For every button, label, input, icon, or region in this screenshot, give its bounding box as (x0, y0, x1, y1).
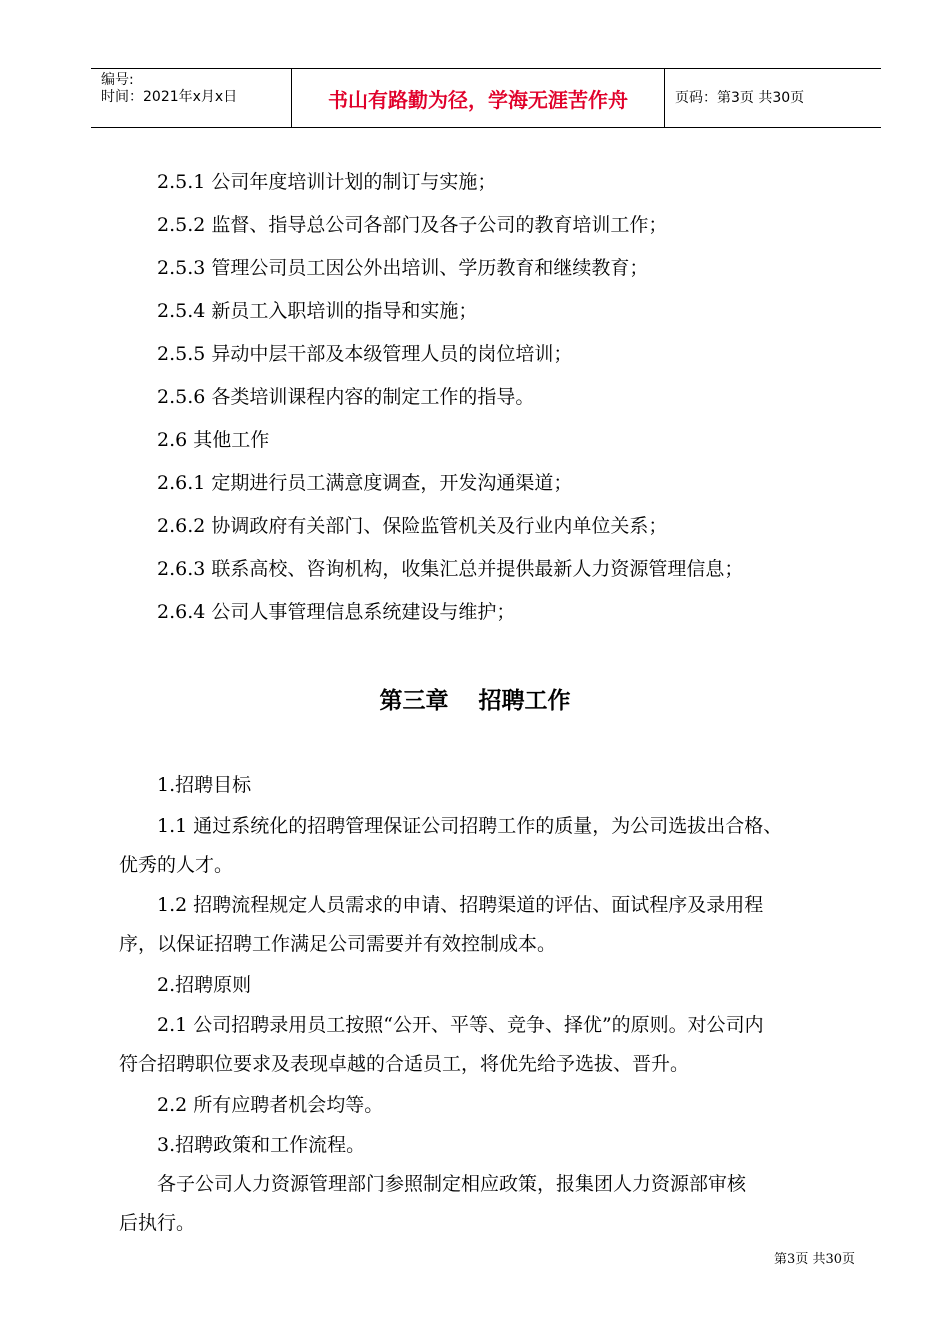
text-line: 2.6.1 定期进行员工满意度调查，开发沟通渠道； (157, 472, 573, 494)
paragraph-line: 2.2 所有应聘者机会均等。 (157, 1094, 384, 1116)
header-info-cell (91, 69, 292, 127)
text-line: 2.5.6 各类培训课程内容的制定工作的指导。 (157, 386, 535, 408)
paragraph-line: 后执行。 (119, 1212, 196, 1234)
page-number-label: 页码：第3页 共30页 (675, 90, 805, 106)
paragraph-line: 各子公司人力资源管理部门参照制定相应政策，报集团人力资源部审核 (157, 1173, 747, 1195)
section-heading: 3.招聘政策和工作流程。 (157, 1134, 366, 1156)
text-line: 2.6.4 公司人事管理信息系统建设与维护； (157, 601, 516, 623)
section-heading: 2.6 其他工作 (157, 429, 270, 451)
chapter-title (0, 682, 950, 715)
text-line: 2.6.3 联系高校、咨询机构，收集汇总并提供最新人力资源管理信息； (157, 558, 744, 580)
text-line: 2.5.2 监督、指导总公司各部门及各子公司的教育培训工作； (157, 214, 668, 236)
paragraph-line: 符合招聘职位要求及表现卓越的合适员工，将优先给予选拔、晋升。 (119, 1053, 690, 1075)
paragraph-line: 1.2 招聘流程规定人员需求的申请、招聘渠道的评估、面试程序及录用程 (157, 894, 764, 916)
paragraph-line: 优秀的人才。 (119, 854, 234, 876)
section-heading: 1.招聘目标 (157, 774, 252, 796)
text-line: 2.5.4 新员工入职培训的指导和实施； (157, 300, 478, 322)
chapter-number: 第三章 (379, 688, 449, 714)
time-label: 时间：2021年x月x日 (101, 89, 238, 105)
header-page-cell (665, 69, 881, 127)
header-motto-cell (292, 69, 665, 127)
text-line: 2.6.2 协调政府有关部门、保险监管机关及行业内单位关系； (157, 515, 668, 537)
page-header (91, 68, 881, 128)
section-heading: 2.招聘原则 (157, 974, 252, 996)
text-line: 2.5.5 异动中层干部及本级管理人员的岗位培训； (157, 343, 573, 365)
text-line: 2.5.3 管理公司员工因公外出培训、学历教育和继续教育； (157, 257, 649, 279)
paragraph-line: 序，以保证招聘工作满足公司需要并有效控制成本。 (119, 933, 557, 955)
page-footer: 第3页 共30页 (774, 1252, 855, 1267)
chapter-name: 招聘工作 (478, 688, 571, 714)
motto: 书山有路勤为径，学海无涯苦作舟 (328, 87, 628, 112)
paragraph-line: 1.1 通过系统化的招聘管理保证公司招聘工作的质量，为公司选拔出合格、 (157, 815, 783, 837)
paragraph-line: 2.1 公司招聘录用员工按照“公开、平等、竞争、择优”的原则。对公司内 (157, 1014, 764, 1036)
text-line: 2.5.1 公司年度培训计划的制订与实施； (157, 171, 497, 193)
number-label: 编号: (101, 72, 134, 88)
